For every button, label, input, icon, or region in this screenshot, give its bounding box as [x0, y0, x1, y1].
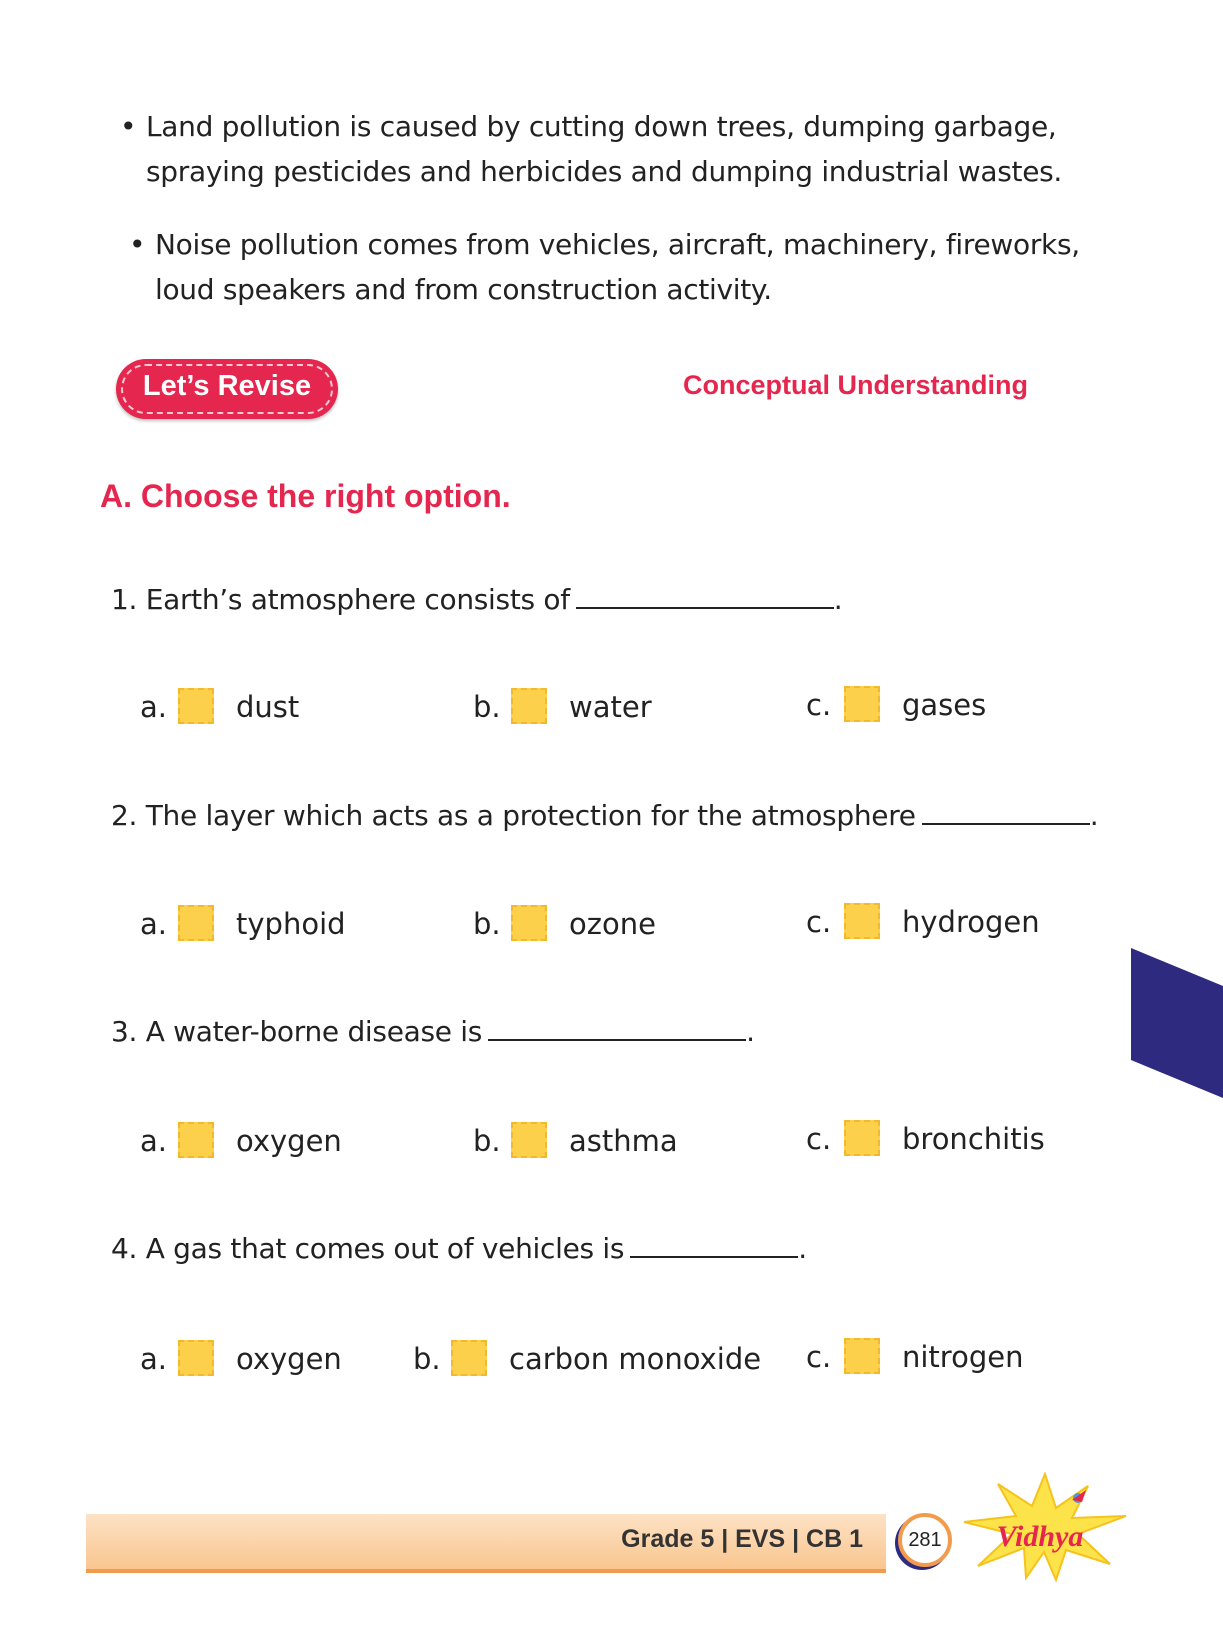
question-4 [111, 1232, 807, 1265]
option-text: gases [902, 688, 987, 722]
option-2c[interactable] [806, 905, 1040, 942]
option-letter: b. [473, 690, 501, 724]
question-period: . [798, 1232, 807, 1265]
option-2b[interactable] [473, 907, 656, 944]
option-3b[interactable] [473, 1124, 678, 1161]
question-period: . [746, 1015, 755, 1048]
question-1 [111, 583, 842, 616]
option-checkbox[interactable] [844, 903, 880, 939]
bullet-line: Noise pollution comes from vehicles, aircraft, machinery, fireworks, [155, 228, 1080, 261]
bullet-noise-pollution [129, 222, 1155, 312]
lets-revise-label: Let’s Revise [142, 370, 312, 402]
vidhya-logo [960, 1472, 1130, 1582]
option-1c[interactable] [806, 688, 986, 725]
option-4b[interactable] [413, 1342, 761, 1379]
option-letter: c. [806, 1340, 832, 1374]
option-checkbox[interactable] [511, 688, 547, 724]
option-text: hydrogen [902, 905, 1040, 939]
option-letter: b. [473, 1124, 501, 1158]
option-text: dust [236, 690, 300, 724]
option-text: bronchitis [902, 1122, 1045, 1156]
bullet-dot: • [120, 110, 137, 143]
answer-blank [488, 1017, 746, 1041]
option-checkbox[interactable] [844, 1338, 880, 1374]
option-checkbox[interactable] [178, 688, 214, 724]
option-checkbox[interactable] [178, 905, 214, 941]
answer-blank [576, 585, 834, 609]
bullet-line: loud speakers and from construction activity. [155, 273, 772, 306]
bullet-dot: • [129, 228, 146, 261]
option-checkbox[interactable] [511, 905, 547, 941]
option-checkbox[interactable] [844, 686, 880, 722]
page-number: 281 [908, 1529, 942, 1551]
answer-blank [922, 801, 1090, 825]
question-text: 1. Earth’s atmosphere consists of [111, 583, 570, 616]
lets-revise-badge [116, 359, 338, 419]
question-period: . [1089, 799, 1099, 832]
option-letter: a. [140, 690, 167, 724]
option-3a[interactable] [140, 1124, 342, 1161]
option-3c[interactable] [806, 1122, 1045, 1159]
option-1a[interactable] [140, 690, 299, 727]
bullet-line: Land pollution is caused by cutting down trees, dumping garbage, [146, 110, 1057, 143]
logo-text: Vidhya [996, 1520, 1084, 1553]
option-letter: c. [806, 905, 832, 939]
option-text: ozone [569, 907, 656, 941]
option-letter: c. [806, 688, 832, 722]
question-period: . [833, 583, 843, 616]
option-text: water [569, 690, 652, 724]
option-text: typhoid [236, 907, 346, 941]
option-letter: b. [413, 1342, 441, 1376]
footer-grade-subject: Grade 5 | EVS | CB 1 [621, 1525, 863, 1553]
question-text: 2. The layer which acts as a protection for the atmosphere [111, 799, 916, 832]
bullet-line: spraying pesticides and herbicides and dumping industrial wastes. [146, 155, 1063, 188]
page-number-badge [898, 1513, 952, 1567]
answer-blank [630, 1234, 798, 1258]
chapter-tab-decoration [1131, 948, 1223, 1098]
option-checkbox[interactable] [511, 1122, 547, 1158]
question-2 [111, 799, 1098, 832]
option-text: oxygen [236, 1342, 342, 1376]
option-text: oxygen [236, 1124, 342, 1158]
bullet-land-pollution [120, 104, 1146, 194]
option-letter: a. [140, 907, 167, 941]
option-checkbox[interactable] [178, 1340, 214, 1376]
option-2a[interactable] [140, 907, 346, 944]
option-checkbox[interactable] [451, 1340, 487, 1376]
conceptual-understanding-label: Conceptual Understanding [683, 370, 1029, 400]
section-title: A. Choose the right option. [100, 478, 511, 514]
option-text: nitrogen [902, 1340, 1024, 1374]
option-letter: a. [140, 1342, 167, 1376]
option-4a[interactable] [140, 1342, 342, 1379]
question-text: 4. A gas that comes out of vehicles is [111, 1232, 625, 1265]
option-text: asthma [569, 1124, 678, 1158]
option-4c[interactable] [806, 1340, 1023, 1377]
option-checkbox[interactable] [178, 1122, 214, 1158]
option-letter: a. [140, 1124, 167, 1158]
question-text: 3. A water-borne disease is [111, 1015, 483, 1048]
option-letter: b. [473, 907, 501, 941]
option-text: carbon monoxide [509, 1342, 762, 1376]
option-1b[interactable] [473, 690, 652, 727]
question-3 [111, 1015, 755, 1048]
option-letter: c. [806, 1122, 832, 1156]
option-checkbox[interactable] [844, 1120, 880, 1156]
